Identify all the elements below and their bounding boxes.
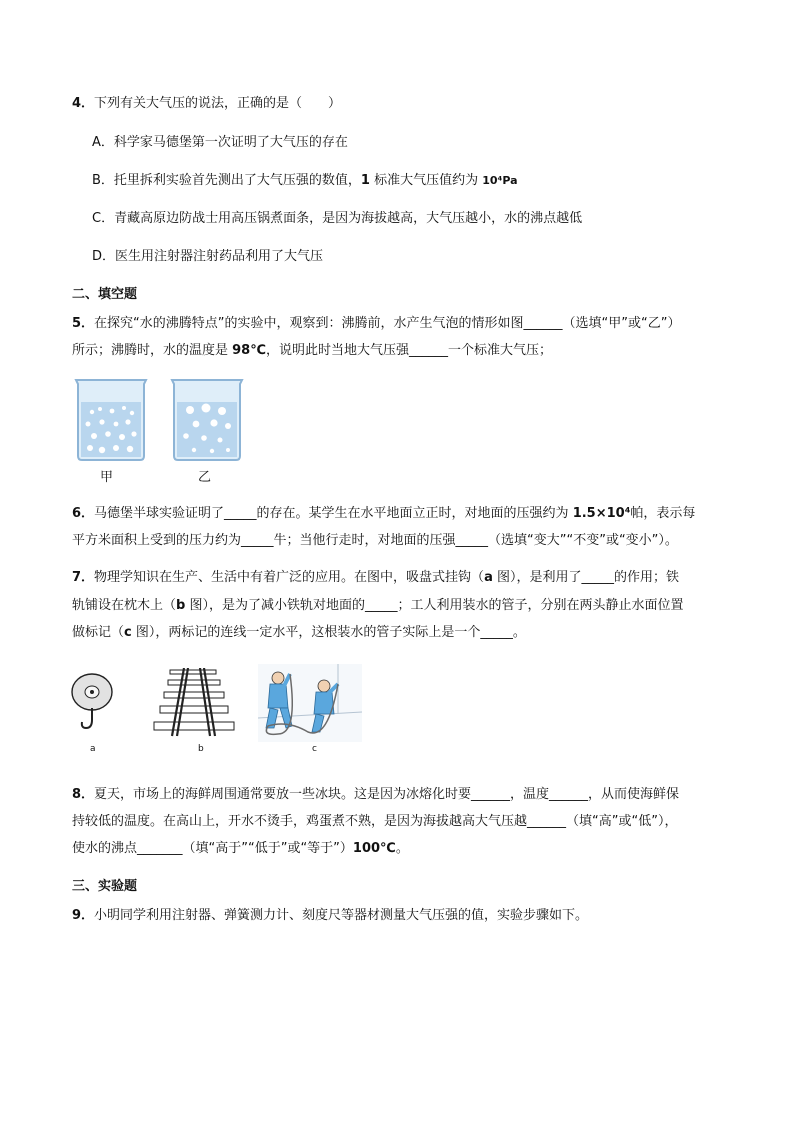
section-2-heading: 二、填空题 <box>72 287 138 302</box>
beaker-yi <box>172 380 242 460</box>
q5-number: 5． <box>72 316 95 331</box>
beaker-jia <box>76 380 146 460</box>
q4-stem <box>72 95 341 113</box>
section-3-heading: 三、实验题 <box>72 879 138 894</box>
q5-line-1-text: 在探究“水的沸腾特点”的实验中，观察到：沸腾前，水产生气泡的情形如图______（选填“甲”或“乙”） <box>94 316 681 331</box>
q4-option-b <box>92 172 518 190</box>
q7-number: 7． <box>72 570 95 585</box>
q6-number: 6． <box>72 506 95 521</box>
q7-line-3-pre: 做标记（ <box>72 625 125 640</box>
q5-line-2-pre: 所示；沸腾时，水的温度是 <box>72 343 233 358</box>
q7-line-1-post: 图），是利用了_____的作用；铁 <box>492 570 679 585</box>
q4-stem-text: 下列有关大气压的说法，正确的是（ ） <box>94 96 342 111</box>
q4-option-d: D．医生用注射器注射药品利用了大气压 <box>92 249 324 264</box>
q7-ref-a: a <box>484 570 493 585</box>
caption-c: c <box>312 744 317 754</box>
q7-ref-b: b <box>176 598 186 613</box>
q8-number: 8． <box>72 787 95 802</box>
q6-line-1 <box>72 505 695 523</box>
label-jia: 甲 <box>100 470 114 485</box>
suction-hook-figure <box>70 672 118 734</box>
q8-line-3-post: 。 <box>395 841 409 856</box>
q8-temperature: 100℃ <box>352 841 396 856</box>
q9-number: 9． <box>72 908 95 923</box>
label-yi: 乙 <box>198 470 212 485</box>
q8-line-1-text: 夏天，市场上的海鲜周围通常要放一些冰块。这是因为冰熔化时要______，温度______，从而使海鲜保 <box>94 787 680 802</box>
caption-a: a <box>90 744 96 754</box>
q5-line-2-post: ，说明此时当地大气压强______一个标准大气压； <box>265 343 552 358</box>
q6-line-1-post: 帕，表示每 <box>630 506 696 521</box>
q8-line-3-pre: 使水的沸点_______（填“高于”“低于”或“等于”） <box>72 841 353 856</box>
q5-temperature: 98℃ <box>232 343 266 358</box>
beakers-figure <box>72 378 252 462</box>
q4-option-b-value: 10⁴Pa <box>482 174 518 187</box>
q7-line-3-post: 图），两标记的连线一定水平，这根装水的管子实际上是一个_____。 <box>131 625 526 640</box>
q4-option-c: C．青藏高原边防战士用高压锅煮面条，是因为海拔越高，大气压越小，水的沸点越低 <box>92 211 583 226</box>
q7-line-1-pre: 物理学知识在生产、生活中有着广泛的应用。在图中，吸盘式挂钩（ <box>94 570 485 585</box>
q8-line-1 <box>72 786 679 804</box>
q7-line-2-post: 图），是为了减小铁轨对地面的_____；工人利用装水的管子，分别在两头静止水面位置 <box>185 598 684 613</box>
q5-line-1 <box>72 315 680 333</box>
q7-line-2 <box>72 597 683 615</box>
q4-option-b-mid: 标准大气压值约为 <box>369 173 483 188</box>
q6-pressure-value: 1.5×10⁴ <box>572 506 631 521</box>
q6-line-1-pre: 马德堡半球实验证明了_____的存在。某学生在水平地面立正时，对地面的压强约为 <box>94 506 573 521</box>
q7-ref-c: c <box>124 625 132 640</box>
q8-line-3 <box>72 840 409 858</box>
water-level-figure <box>258 664 362 742</box>
caption-b: b <box>198 744 204 754</box>
q5-line-2 <box>72 342 552 360</box>
railway-figure <box>150 668 240 738</box>
q7-line-3 <box>72 624 526 642</box>
q8-line-2: 持较低的温度。在高山上，开水不烫手，鸡蛋煮不熟，是因为海拔越高大气压越______（填“高”或“低”）， <box>72 814 678 829</box>
q7-line-2-pre: 轨铺设在枕木上（ <box>72 598 177 613</box>
q4-option-b-num: 1 <box>360 173 370 188</box>
q4-number: 4． <box>72 96 95 111</box>
q4-option-a: A．科学家马德堡第一次证明了大气压的存在 <box>92 135 348 150</box>
q6-line-2: 平方米面积上受到的压力约为_____牛；当他行走时，对地面的压强_____（选填“变大”“不变”或“变小”）。 <box>72 533 678 548</box>
q4-option-b-pre: B．托里拆利实验首先测出了大气压强的数值， <box>92 173 361 188</box>
q9-line-1 <box>72 907 588 925</box>
q9-line-1-text: 小明同学利用注射器、弹簧测力计、刻度尺等器材测量大气压强的值，实验步骤如下。 <box>94 908 589 923</box>
q7-line-1 <box>72 569 679 587</box>
